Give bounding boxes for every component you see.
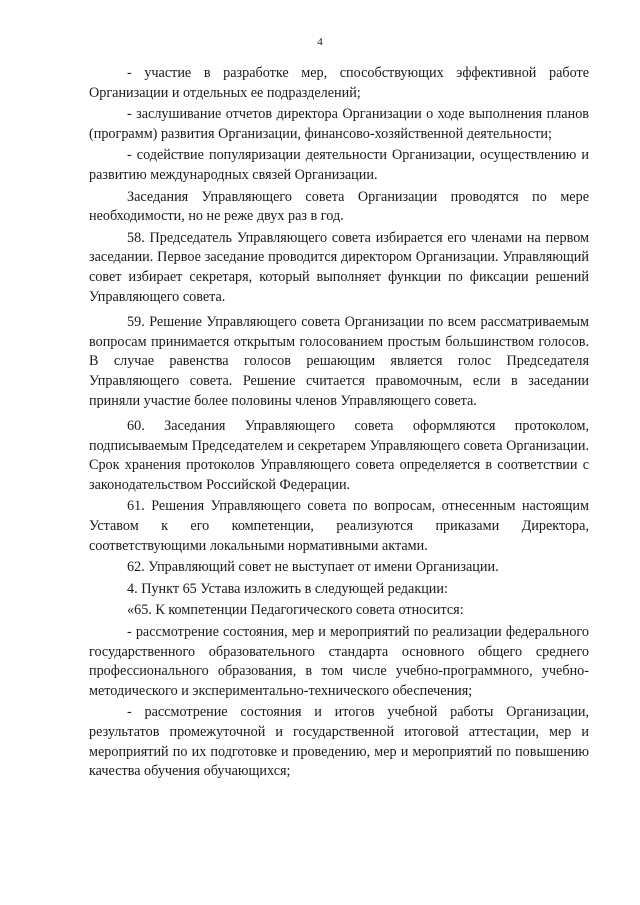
paragraph-61: 61. Решения Управляющего совета по вопросам, отнесенным настоящим Уставом к его компетенции, реализуются приказами Директора, соответствующими локальными нормативными актами. [89,498,589,554]
document-body [89,64,589,782]
paragraph-popularization: - содействие популяризации деятельности Организации, осуществлению и развитию международных связей Организации. [89,147,589,183]
paragraph-item-4: 4. Пункт 65 Устава изложить в следующей редакции: [127,580,448,597]
paragraph-58: 58. Председатель Управляющего совета избирается его членами на первом заседании. Первое заседание проводится директором Организации. Управляющий совет избирает секретаря, который выполняет функции по фиксации решений Управляющего совета. [89,229,589,305]
paragraph-reports: - заслушивание отчетов директора Организации о ходе выполнения планов (программ) развития Организации, финансово-хозяйственной деятельности; [89,106,589,142]
paragraph-meetings-frequency: Заседания Управляющего совета Организации проводятся по мере необходимости, но не реже двух раз в год. [89,188,589,225]
paragraph-participation: - участие в разработке мер, способствующих эффективной работе Организации и отдельных ее подразделений; [89,65,589,101]
paragraph-65-heading: «65. К компетенции Педагогического совета относится: [127,602,464,619]
page-number: 4 [317,36,323,48]
paragraph-62: 62. Управляющий совет не выступает от имени Организации. [127,559,499,576]
paragraph-results: - рассмотрение состояния и итогов учебной работы Организации, результатов промежуточной и государственной итоговой аттестации, мер и мероприятий по их подготовке и проведению, мер и мероприятий по повышению качества обучения обучающихся; [89,704,589,780]
paragraph-60: 60. Заседания Управляющего совета оформляются протоколом, подписываемым Председателем и секретарем Управляющего совета Организации. Срок хранения протоколов Управляющего совета определяется в соответствии с законодательством Российской Федерации. [89,418,589,493]
paragraph-59: 59. Решение Управляющего совета Организации по всем рассматриваемым вопросам принимается открытым голосованием простым большинством голосов. В случае равенства голосов решающим является голос Председателя Управляющего совета. Решение считается правомочным, если в заседании приняли участие более половины членов Управляющего совета. [89,314,589,409]
paragraph-fgos: - рассмотрение состояния, мер и мероприятий по реализации федерального государственного образовательного стандарта основного общего среднего профессионального образования, в том числе учебно-программного, учебно-методического и экспериментально-технического обеспечения; [89,624,589,699]
